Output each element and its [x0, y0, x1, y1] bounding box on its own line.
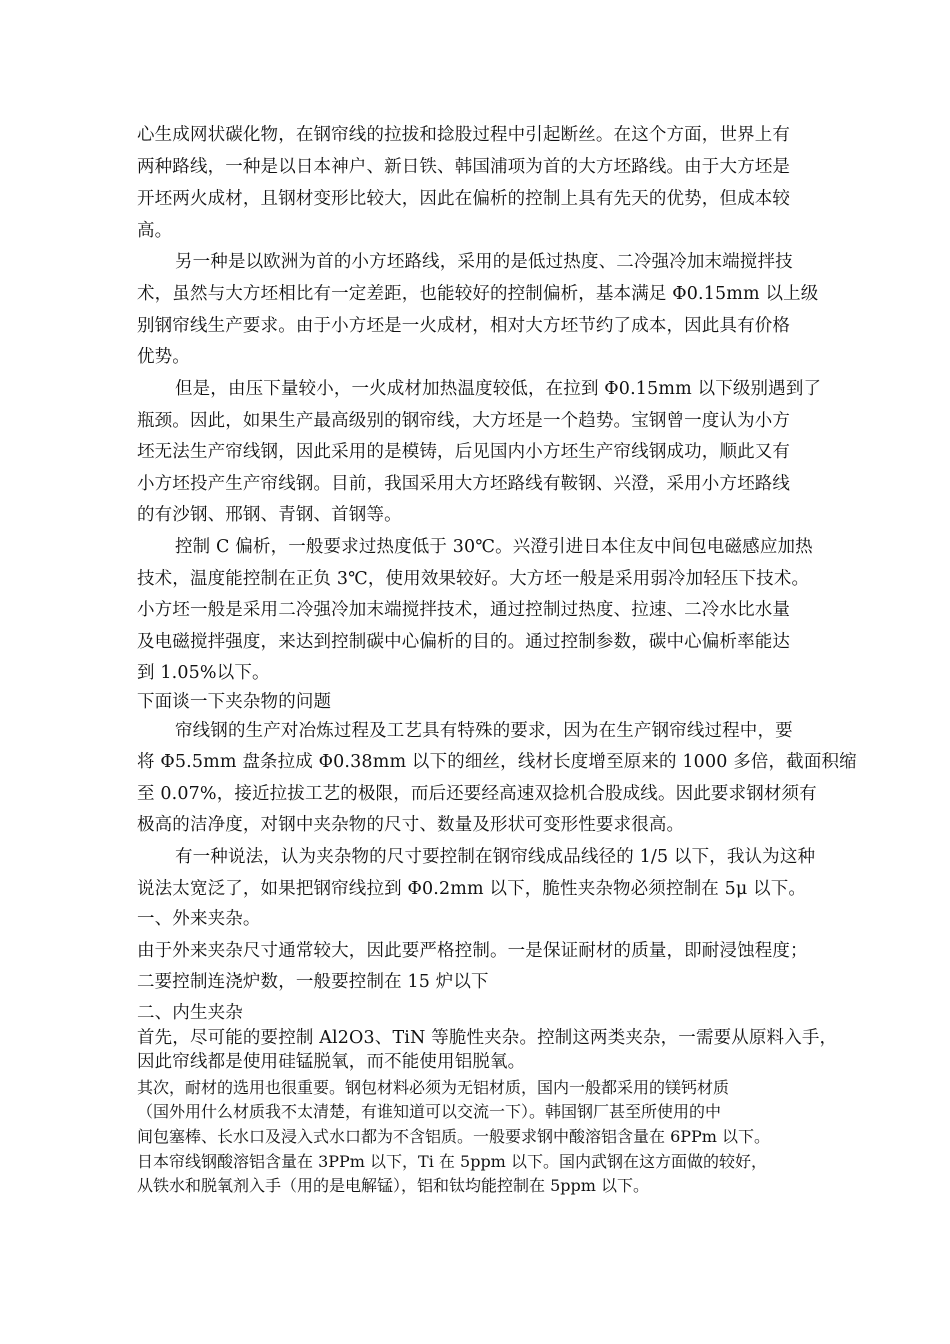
text-line: 小方坯一般是采用二冷强冷加末端搅拌技术，通过控制过热度、拉速、二冷水比水量: [137, 600, 791, 620]
text-line: 优势。: [137, 347, 190, 367]
paragraph-first-line: 有一种说法，认为夹杂物的尺寸要控制在钢帘线成品线径的 1/5 以下，我认为这种: [175, 847, 816, 867]
text-line: 因此帘线都是使用硅锰脱氧，而不能使用铝脱氧。: [137, 1052, 526, 1072]
text-line: 术，虽然与大方坯相比有一定差距，也能较好的控制偏析，基本满足 Φ0.15mm 以上级: [137, 284, 819, 304]
text-line: 日本帘线钢酸溶铝含量在 3PPm 以下，Ti 在 5ppm 以下。国内武钢在这方面做的较好，: [137, 1152, 767, 1171]
text-line: 高。: [137, 221, 173, 241]
text-line: 小方坯投产生产帘线钢。目前，我国采用大方坯路线有鞍钢、兴澄，采用小方坯路线: [137, 474, 791, 494]
section-heading: 一、外来夹杂。: [137, 909, 261, 929]
text-line: 首先，尽可能的要控制 Al2O3、TiN 等脆性夹杂。控制这两类夹杂，一需要从原料入手，: [137, 1028, 838, 1048]
paragraph-first-line: 另一种是以欧洲为首的小方坯路线，采用的是低过热度、二冷强冷加末端搅拌技: [175, 252, 793, 272]
text-line: 别钢帘线生产要求。由于小方坯是一火成材，相对大方坯节约了成本，因此具有价格: [137, 316, 791, 336]
text-line: 二要控制连浇炉数，一般要控制在 15 炉以下: [137, 972, 489, 992]
text-line: 的有沙钢、邢钢、青钢、首钢等。: [137, 505, 402, 525]
paragraph-first-line: 但是，由压下量较小，一火成材加热温度较低，在拉到 Φ0.15mm 以下级别遇到了: [175, 379, 822, 399]
text-line: （国外用什么材质我不太清楚，有谁知道可以交流一下）。韩国钢厂甚至所使用的中: [137, 1102, 722, 1121]
paragraph-first-line: 帘线钢的生产对冶炼过程及工艺具有特殊的要求，因为在生产钢帘线过程中，要: [175, 721, 793, 741]
text-line: 及电磁搅拌强度，来达到控制碳中心偏析的目的。通过控制参数，碳中心偏析率能达: [137, 632, 791, 652]
text-line: 说法太宽泛了，如果把钢帘线拉到 Φ0.2mm 以下，脆性夹杂物必须控制在 5μ 以下。: [137, 879, 807, 899]
text-line: 极高的洁净度，对钢中夹杂物的尺寸、数量及形状可变形性要求很高。: [137, 815, 685, 835]
text-line: 将 Φ5.5mm 盘条拉成 Φ0.38mm 以下的细丝，线材长度增至原来的 1000 多倍，截面积缩: [137, 752, 857, 772]
paragraph-first-line: 控制 C 偏析，一般要求过热度低于 30℃。兴澄引进日本住友中间包电磁感应加热: [175, 537, 813, 557]
section-heading: 二、内生夹杂: [137, 1003, 243, 1023]
section-heading: 下面谈一下夹杂物的问题: [137, 692, 332, 712]
text-line: 心生成网状碳化物，在钢帘线的拉拔和捻股过程中引起断丝。在这个方面，世界上有: [137, 125, 791, 145]
text-line: 到 1.05%以下。: [137, 663, 270, 683]
text-line: 至 0.07%，接近拉拔工艺的极限，而后还要经高速双捻机合股成线。因此要求钢材须有: [137, 784, 817, 804]
text-line: 技术，温度能控制在正负 3℃，使用效果较好。大方坯一般是采用弱冷加轻压下技术。: [137, 569, 810, 589]
text-line: 间包塞棒、长水口及浸入式水口都为不含铝质。一般要求钢中酸溶铝含量在 6PPm 以下。: [137, 1127, 771, 1146]
text-line: 从铁水和脱氧剂入手（用的是电解锰），铝和钛均能控制在 5ppm 以下。: [137, 1176, 650, 1195]
text-line: 其次，耐材的选用也很重要。钢包材料必须为无铝材质，国内一般都采用的镁钙材质: [137, 1078, 730, 1097]
text-line: 开坯两火成材，且钢材变形比较大，因此在偏析的控制上具有先天的优势，但成本较: [137, 189, 791, 209]
text-line: 坯无法生产帘线钢，因此采用的是模铸，后见国内小方坯生产帘线钢成功，顺此又有: [137, 442, 791, 462]
text-line: 两种路线，一种是以日本神户、新日铁、韩国浦项为首的大方坯路线。由于大方坯是: [137, 157, 791, 177]
text-line: 由于外来夹杂尺寸通常较大，因此要严格控制。一是保证耐材的质量，即耐浸蚀程度；: [137, 941, 808, 961]
text-line: 瓶颈。因此，如果生产最高级别的钢帘线，大方坯是一个趋势。宝钢曾一度认为小方: [137, 411, 791, 431]
